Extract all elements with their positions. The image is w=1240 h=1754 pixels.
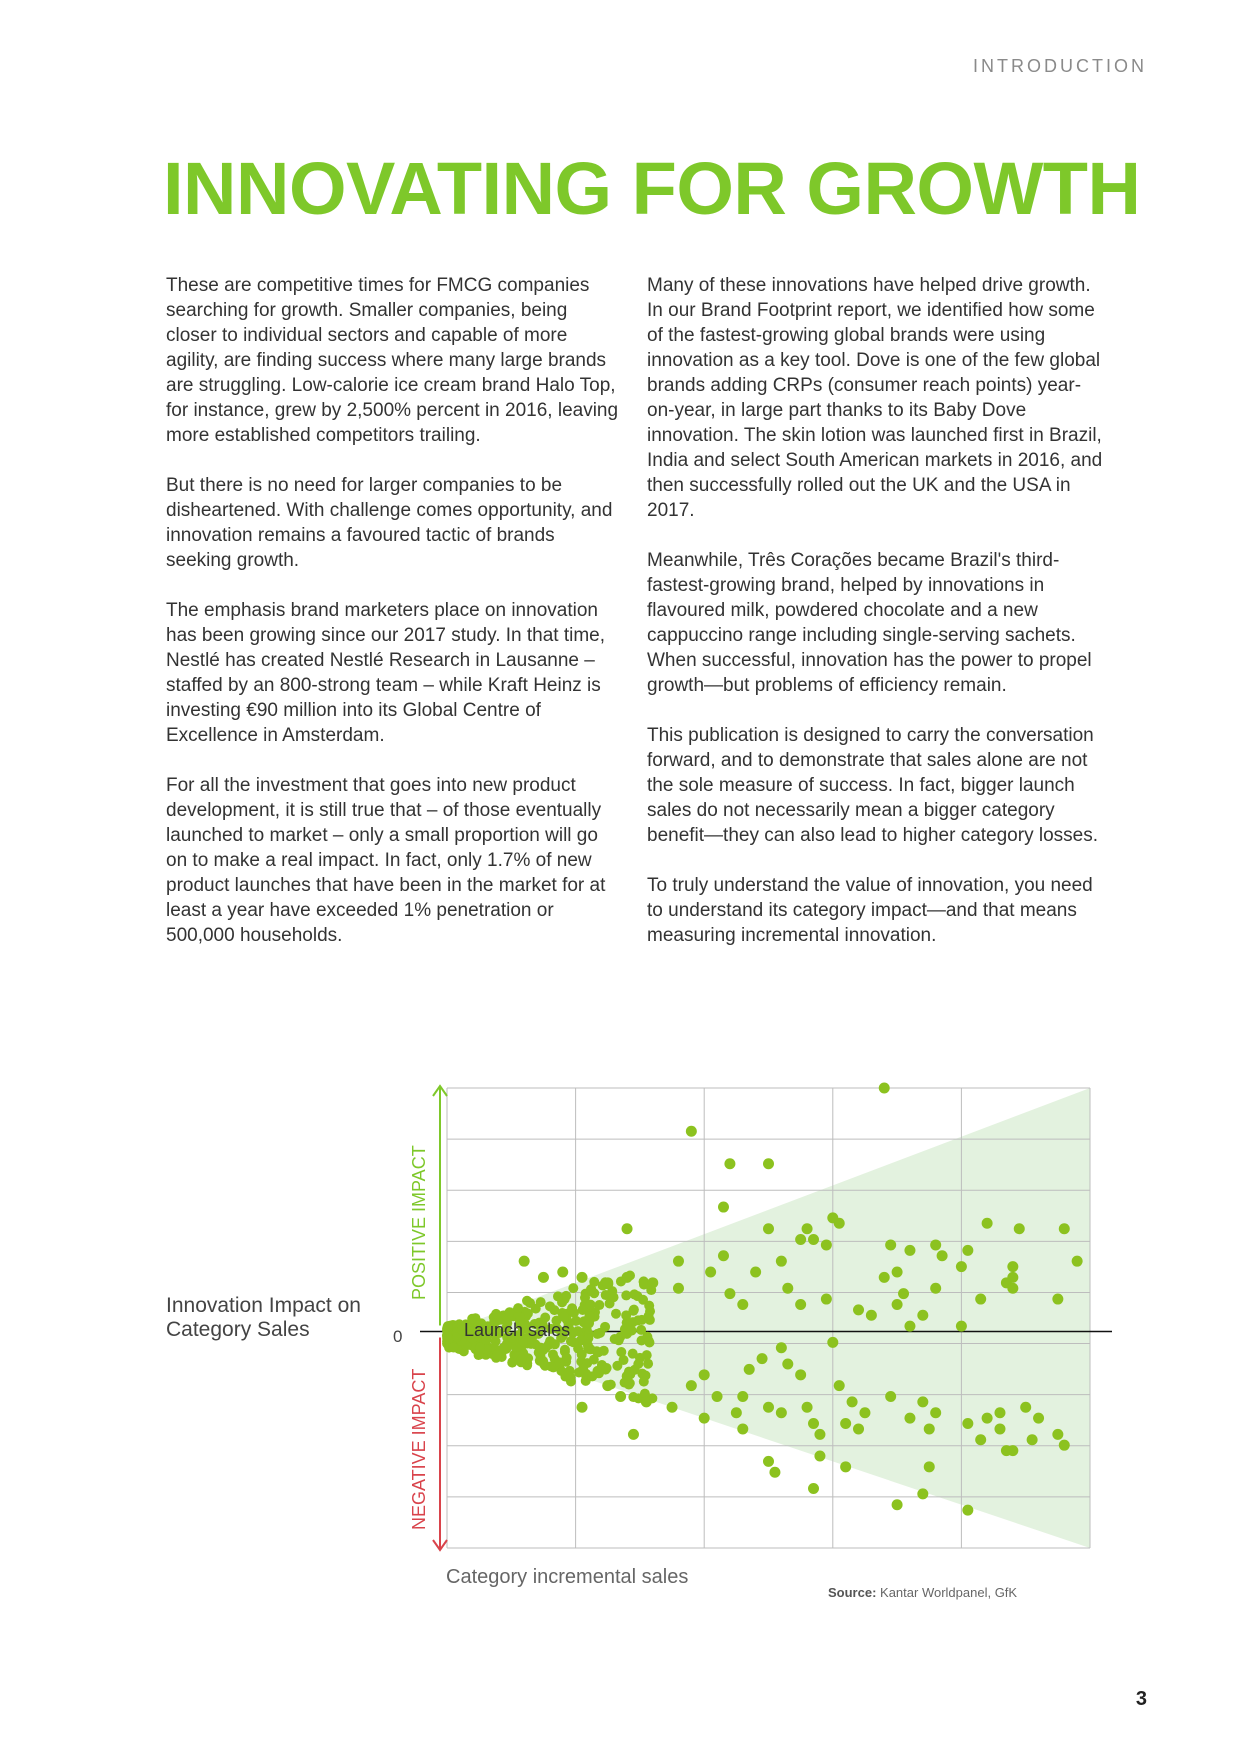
data-point: [917, 1396, 928, 1407]
cluster-point: [586, 1300, 596, 1310]
cluster-point: [475, 1343, 485, 1353]
data-point: [737, 1391, 748, 1402]
data-point: [647, 1277, 658, 1288]
cluster-point: [448, 1342, 458, 1352]
data-point: [956, 1261, 967, 1272]
data-point: [930, 1283, 941, 1294]
data-point: [712, 1391, 723, 1402]
data-point: [1059, 1440, 1070, 1451]
data-point: [1020, 1402, 1031, 1413]
data-point: [1072, 1256, 1083, 1267]
chart-title: Innovation Impact on Category Sales: [166, 1294, 361, 1341]
data-point: [904, 1413, 915, 1424]
cluster-point: [594, 1300, 604, 1310]
cluster-point: [624, 1380, 634, 1390]
cluster-point: [628, 1392, 638, 1402]
data-point: [808, 1234, 819, 1245]
data-point: [1059, 1223, 1070, 1234]
data-point: [879, 1083, 890, 1094]
data-point: [962, 1505, 973, 1516]
data-point: [802, 1402, 813, 1413]
data-point: [879, 1272, 890, 1283]
data-point: [994, 1423, 1005, 1434]
cluster-point: [578, 1364, 588, 1374]
data-point: [724, 1288, 735, 1299]
data-point: [673, 1256, 684, 1267]
data-point: [847, 1396, 858, 1407]
data-point: [641, 1396, 652, 1407]
data-point: [802, 1223, 813, 1234]
cluster-point: [609, 1292, 619, 1302]
data-point: [686, 1126, 697, 1137]
data-point: [892, 1267, 903, 1278]
data-point: [975, 1294, 986, 1305]
cluster-point: [642, 1332, 652, 1342]
data-point: [750, 1267, 761, 1278]
data-point: [577, 1402, 588, 1413]
data-point: [557, 1267, 568, 1278]
data-point: [782, 1359, 793, 1370]
data-point: [763, 1402, 774, 1413]
data-point: [602, 1380, 613, 1391]
cluster-point: [513, 1303, 523, 1313]
cluster-point: [628, 1317, 638, 1327]
cluster-point: [442, 1330, 452, 1340]
data-point: [795, 1299, 806, 1310]
cluster-point: [492, 1350, 502, 1360]
cluster-point: [546, 1361, 556, 1371]
data-point: [892, 1299, 903, 1310]
data-point: [667, 1402, 678, 1413]
paragraph: To truly understand the value of innovation, you need to understand its category impact—and that means measuring incremental innovation.: [647, 875, 1093, 946]
data-point: [808, 1483, 819, 1494]
source-text: Kantar Worldpanel, GfK: [880, 1585, 1018, 1600]
cluster-point: [545, 1301, 555, 1311]
data-point: [840, 1418, 851, 1429]
data-point: [519, 1256, 530, 1267]
cluster-point: [443, 1321, 453, 1331]
data-point: [718, 1202, 729, 1213]
data-point: [917, 1310, 928, 1321]
cluster-point: [628, 1349, 638, 1359]
zero-label: 0: [393, 1327, 403, 1346]
data-point: [577, 1272, 588, 1283]
cluster-point: [592, 1329, 602, 1339]
data-point: [731, 1407, 742, 1418]
data-point: [892, 1499, 903, 1510]
data-point: [827, 1337, 838, 1348]
data-point: [937, 1250, 948, 1261]
data-point: [840, 1461, 851, 1472]
data-point: [538, 1272, 549, 1283]
section-label: INTRODUCTION: [973, 56, 1147, 76]
cluster-point: [627, 1326, 637, 1336]
paragraph: Meanwhile, Três Corações became Brazil's third-fastest-growing brand, helped by innovations in flavoured milk, powdered chocolate and a new cappuccino range including single-serving sachets. When successful, innovation has the power to propel growth—but problems of efficiency remain.: [647, 550, 1092, 696]
cluster-point: [642, 1350, 652, 1360]
data-point: [962, 1245, 973, 1256]
data-point: [834, 1380, 845, 1391]
data-point: [814, 1451, 825, 1462]
y-axis: [433, 1086, 447, 1550]
data-point: [1033, 1413, 1044, 1424]
cluster-point: [594, 1368, 604, 1378]
data-point: [821, 1239, 832, 1250]
data-point: [866, 1310, 877, 1321]
data-point: [853, 1423, 864, 1434]
cluster-point: [525, 1298, 535, 1308]
cluster-point: [586, 1285, 596, 1295]
cluster-point: [612, 1361, 622, 1371]
data-point: [737, 1299, 748, 1310]
negative-impact-label: NEGATIVE IMPACT: [409, 1368, 429, 1530]
data-point: [898, 1288, 909, 1299]
data-point: [724, 1158, 735, 1169]
data-point: [859, 1407, 870, 1418]
data-point: [930, 1407, 941, 1418]
data-point: [795, 1369, 806, 1380]
data-point: [602, 1277, 613, 1288]
data-point: [763, 1223, 774, 1234]
data-point: [994, 1407, 1005, 1418]
data-point: [769, 1467, 780, 1478]
data-point: [776, 1342, 787, 1353]
data-point: [763, 1158, 774, 1169]
data-point: [1027, 1434, 1038, 1445]
paragraph: Many of these innovations have helped drive growth. In our Brand Footprint report, we identified how some of the fastest-growing global brands were using innovation as a key tool. Dove is one of the few global brands adding CRPs (consumer reach points) year-on-year, in large part thanks to its Baby Dove innovation. The skin lotion was launched first in Brazil, India and select South American markets in 2016, and then successfully rolled out the UK and the USA in 2017.: [647, 275, 1103, 521]
data-point: [917, 1488, 928, 1499]
cluster-point: [536, 1343, 546, 1353]
page-number: 3: [1135, 1688, 1147, 1710]
cluster-point: [593, 1347, 603, 1357]
data-point: [744, 1364, 755, 1375]
data-point: [1007, 1283, 1018, 1294]
data-point: [699, 1413, 710, 1424]
data-point: [834, 1218, 845, 1229]
data-point: [763, 1456, 774, 1467]
data-point: [885, 1391, 896, 1402]
paragraph: These are competitive times for FMCG companies searching for growth. Smaller companies, being closer to individual sectors and capable of more agility, are finding success where many large brands are struggling. Low-calorie ice cream brand Halo Top, for instance, grew by 2,500% percent in 2016, leaving more established competitors trailing.: [166, 275, 619, 446]
data-point: [982, 1413, 993, 1424]
cluster-point: [621, 1290, 631, 1300]
positive-impact-label: POSITIVE IMPACT: [409, 1145, 429, 1300]
page-title: INNOVATING FOR GROWTH: [163, 147, 1141, 230]
data-point: [718, 1250, 729, 1261]
data-point: [782, 1283, 793, 1294]
data-point: [673, 1283, 684, 1294]
cluster-point: [629, 1305, 639, 1315]
cluster-point: [643, 1359, 653, 1369]
data-point: [1014, 1223, 1025, 1234]
data-point: [962, 1418, 973, 1429]
cluster-point: [566, 1373, 576, 1383]
data-point: [814, 1429, 825, 1440]
cluster-point: [583, 1333, 593, 1343]
cluster-point: [600, 1322, 610, 1332]
cluster-point: [624, 1367, 634, 1377]
data-point: [808, 1418, 819, 1429]
data-point: [615, 1391, 626, 1402]
cluster-point: [639, 1377, 649, 1387]
data-point: [956, 1321, 967, 1332]
cluster-point: [644, 1311, 654, 1321]
cluster-point: [614, 1335, 624, 1345]
data-point: [622, 1272, 633, 1283]
paragraph: The emphasis brand marketers place on innovation has been growing since our 2017 study. In that time, Nestlé has created Nestlé Research in Lausanne – staffed by an 800-strong team – while Kraft Heinz is investing €90 million into its Global Centre of Excellence in Amsterdam.: [166, 600, 606, 746]
paragraph: This publication is designed to carry the conversation forward, and to demonstrate that sales alone are not the sole measure of success. In fact, bigger launch sales do not necessarily mean a bigger category benefit—they can also lead to higher category losses.: [647, 725, 1098, 846]
cluster-point: [517, 1354, 527, 1364]
cluster-point: [639, 1280, 649, 1290]
data-point: [795, 1234, 806, 1245]
cluster-point: [611, 1309, 621, 1319]
data-point: [982, 1218, 993, 1229]
data-point: [924, 1461, 935, 1472]
cluster-point: [584, 1311, 594, 1321]
data-point: [821, 1294, 832, 1305]
paragraph: For all the investment that goes into new product development, it is still true that – of those eventually launched to market – only a small proportion will go on to make a real impact. In fact, only 1.7% of new product launches that have been in the market for at least a year have exceeded 1% penetration or 500,000 households.: [166, 775, 606, 946]
data-point: [1007, 1445, 1018, 1456]
source-label: Source:: [828, 1585, 877, 1600]
data-point: [622, 1223, 633, 1234]
data-point: [885, 1239, 896, 1250]
launch-sales-label: Launch sales: [464, 1320, 571, 1340]
cluster-point: [569, 1308, 579, 1318]
data-point: [904, 1321, 915, 1332]
data-point: [686, 1380, 697, 1391]
cluster-point: [644, 1301, 654, 1311]
paragraph: But there is no need for larger companies to be disheartened. With challenge comes opportunity, and innovation remains a favoured tactic of brands seeking growth.: [166, 475, 613, 571]
x-axis-label: Category incremental sales: [446, 1566, 689, 1588]
data-point: [705, 1267, 716, 1278]
data-point: [975, 1434, 986, 1445]
data-point: [776, 1256, 787, 1267]
data-point: [1007, 1261, 1018, 1272]
data-point: [776, 1407, 787, 1418]
data-point: [1052, 1294, 1063, 1305]
data-point: [930, 1239, 941, 1250]
data-point: [924, 1423, 935, 1434]
source-note: [828, 1585, 1017, 1600]
data-point: [737, 1423, 748, 1434]
cluster-point: [616, 1347, 626, 1357]
cluster-point: [505, 1307, 515, 1317]
data-point: [699, 1369, 710, 1380]
cluster-point: [568, 1283, 578, 1293]
data-point: [853, 1304, 864, 1315]
data-point: [757, 1353, 768, 1364]
data-point: [1052, 1429, 1063, 1440]
data-point: [904, 1245, 915, 1256]
cluster-point: [553, 1291, 563, 1301]
cluster-point: [491, 1309, 501, 1319]
data-point: [628, 1429, 639, 1440]
